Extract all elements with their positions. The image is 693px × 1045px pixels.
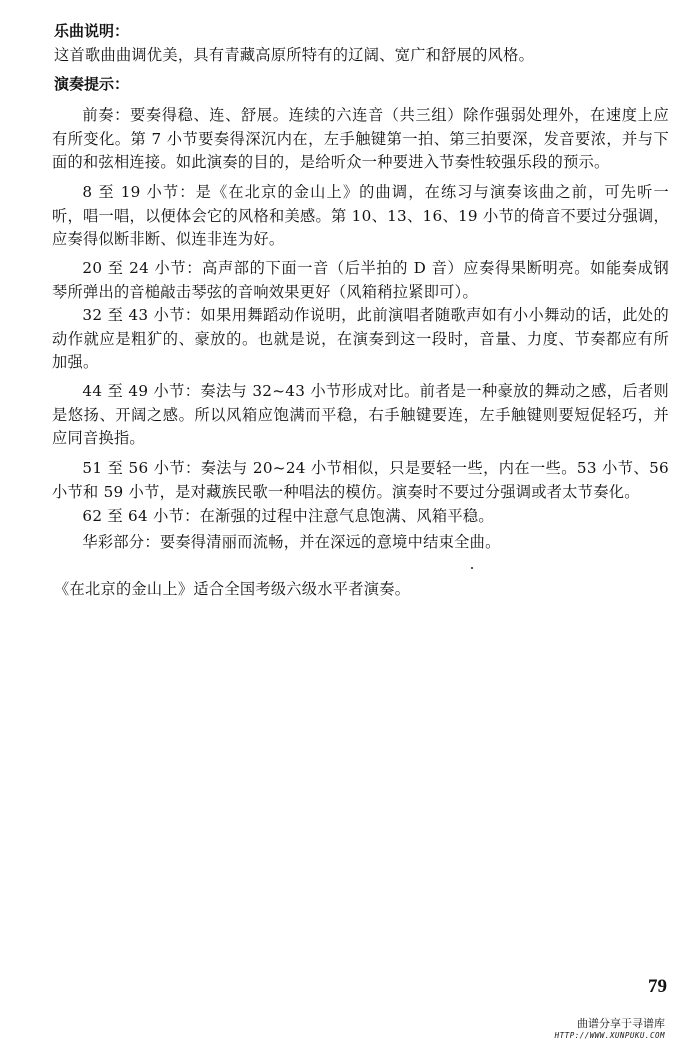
tip-paragraph-bars-8-19: 8 至 19 小节：是《在北京的金山上》的曲调，在练习与演奏该曲之前，可先听一听，唱一唱，以便体会它的风格和美感。第 10、13、16、19 小节的倚音不要过分强调，应奏得似断非断、似连非连为好。 bbox=[52, 183, 669, 248]
scan-speck bbox=[471, 567, 473, 569]
tip-paragraph-bars-44-49: 44 至 49 小节：奏法与 32~43 小节形成对比。前者是一种豪放的舞动之感，后者则是悠扬、开阔之感。所以风箱应饱满而平稳，右手触键要连，左手触键则要短促轻巧，并应同音换指。 bbox=[52, 382, 669, 447]
tip-paragraph-cadenza: 华彩部分：要奏得清丽而流畅，并在深远的意境中结束全曲。 bbox=[82, 533, 501, 551]
description-paragraph: 这首歌曲曲调优美，具有青藏高原所特有的辽阔、宽广和舒展的风格。 bbox=[54, 46, 535, 64]
page-number: 79 bbox=[648, 976, 667, 997]
tip-paragraph-bars-62-64: 62 至 64 小节：在渐强的过程中注意气息饱满、风箱平稳。 bbox=[82, 507, 494, 525]
tip-paragraph-bars-32-43: 32 至 43 小节：如果用舞蹈动作说明，此前演唱者随歌声如有小小舞动的话，此处的动作就应是粗犷的、豪放的。也就是说，在演奏到这一段时，音量、力度、节奏都应有所加强。 bbox=[52, 306, 669, 371]
heading-music-description: 乐曲说明： bbox=[54, 22, 130, 40]
watermark-text: 曲谱分享于寻谱库 bbox=[577, 1017, 665, 1030]
watermark-url: HTTP://WWW.XUNPUKU.COM bbox=[554, 1031, 665, 1040]
tip-paragraph-bars-51-56: 51 至 56 小节：奏法与 20~24 小节相似，只是要轻一些，内在一些。53 小节、56 小节和 59 小节，是对藏族民歌一种唱法的模仿。演奏时不要过分强调或者太节奏化。 bbox=[52, 459, 669, 501]
tip-paragraph-bars-20-24: 20 至 24 小节：高声部的下面一音（后半拍的 D 音）应奏得果断明亮。如能奏成钢琴所弹出的音槌敲击琴弦的音响效果更好（风箱稍拉紧即可）。 bbox=[52, 259, 669, 301]
tip-paragraph-prelude: 前奏：要奏得稳、连、舒展。连续的六连音（共三组）除作强弱处理外，在速度上应有所变化。第 7 小节要奏得深沉内在，左手触键第一拍、第三拍要深，发音要浓，并与下面的和弦相连接。如此演奏的目的，是给听众一种要进入节奏性较强乐段的预示。 bbox=[52, 106, 669, 171]
level-note: 《在北京的金山上》适合全国考级六级水平者演奏。 bbox=[54, 580, 411, 598]
heading-performance-tips: 演奏提示： bbox=[54, 75, 130, 93]
